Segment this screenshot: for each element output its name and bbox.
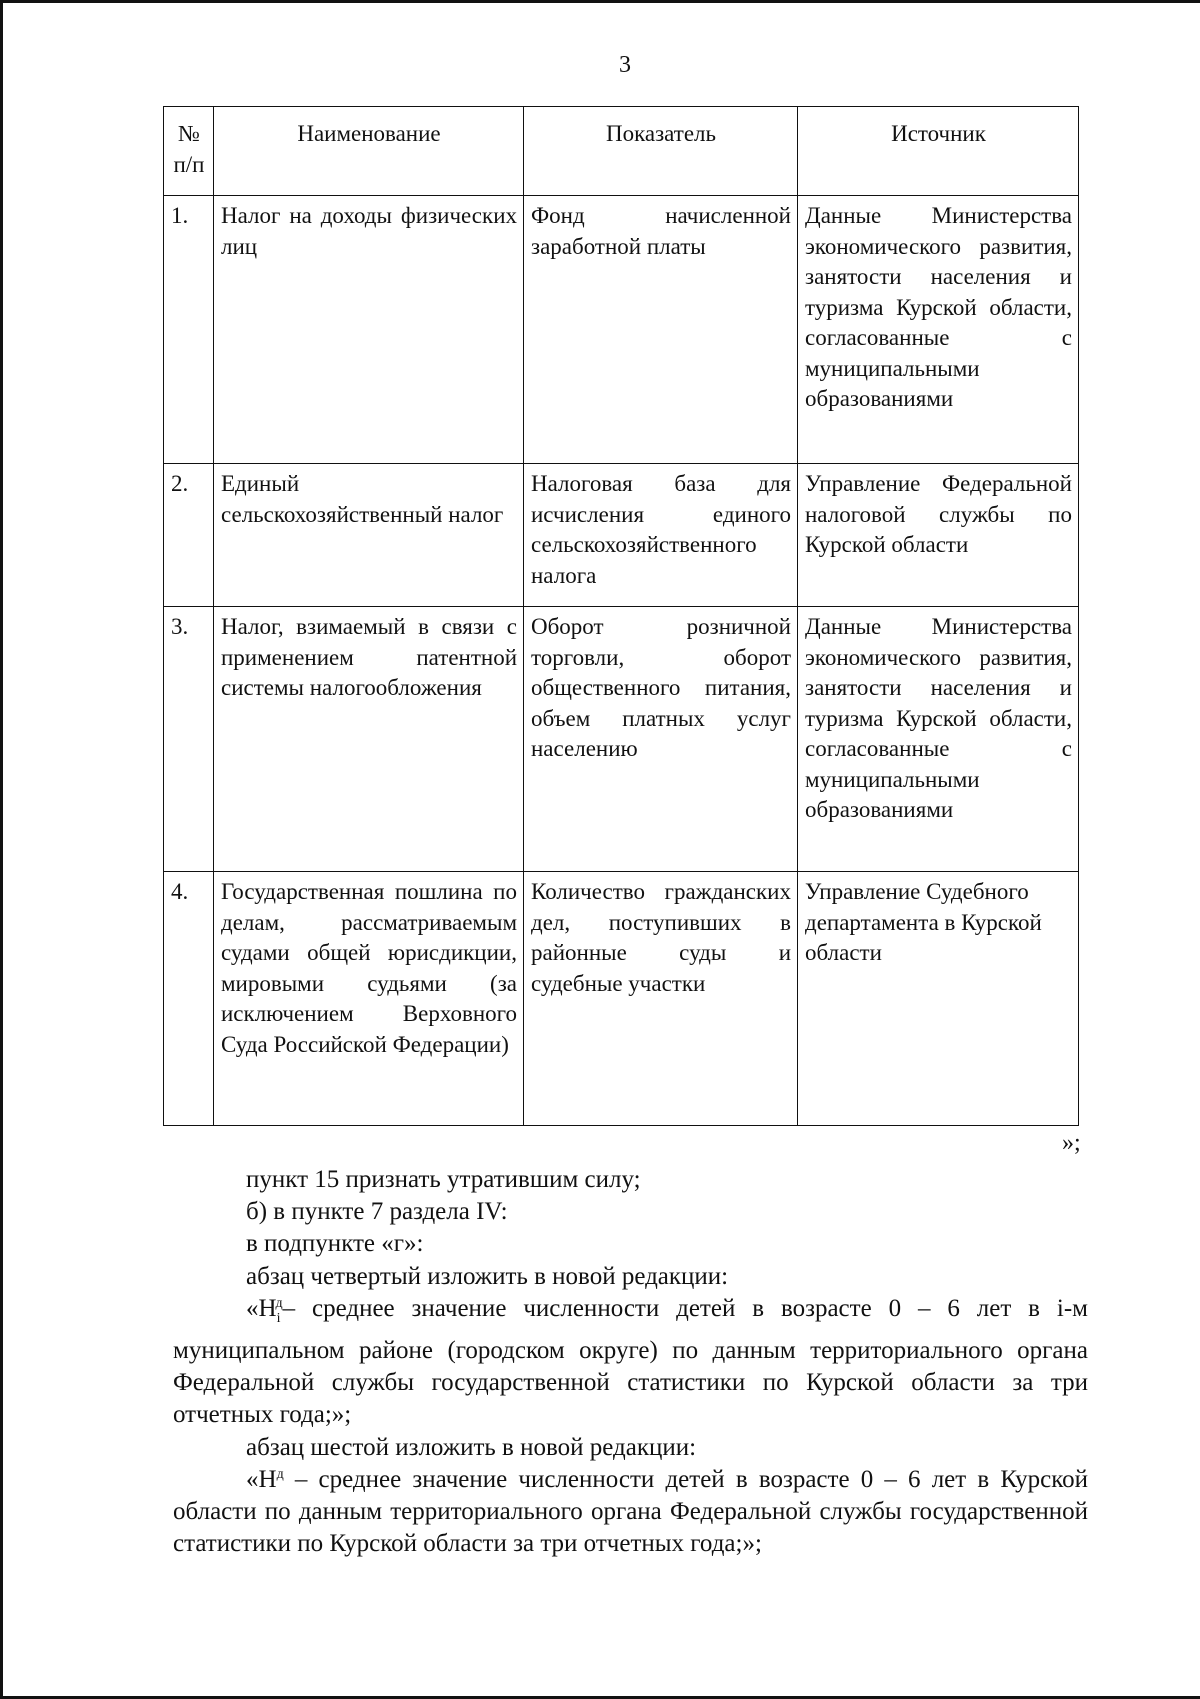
paragraph: абзац шестой изложить в новой редакции: xyxy=(246,1433,697,1461)
header-number: № п/п xyxy=(164,107,214,196)
formula-symbol: «Н xyxy=(246,1294,277,1322)
paragraph: б) в пункте 7 раздела IV: xyxy=(246,1198,508,1226)
formula-paragraph xyxy=(173,1293,1088,1432)
header-indicator: Показатель xyxy=(524,107,798,196)
page-number: 3 xyxy=(619,52,631,78)
row-source: Управление Судебного департамента в Курской области xyxy=(798,872,1079,1126)
row-number: 2. xyxy=(164,464,214,607)
row-source: Данные Министерства экономического развития, занятости населения и туризма Курской области, согласованные с муниципальными образованиями xyxy=(798,607,1079,872)
closing-quote: »; xyxy=(1062,1130,1081,1156)
amendment-text xyxy=(173,1164,1088,1560)
formula-symbol: «Н xyxy=(246,1465,277,1493)
row-name: Государственная пошлина по делам, рассматриваемым судами общей юрисдикции, мировыми судьями (за исключением Верховного Суда Российской Федерации) xyxy=(214,872,524,1126)
row-number: 3. xyxy=(164,607,214,872)
table-row xyxy=(164,607,1079,872)
row-number: 4. xyxy=(164,872,214,1126)
page-edge-left xyxy=(0,0,3,1699)
table-row xyxy=(164,464,1079,607)
page-edge-top xyxy=(0,0,1200,3)
row-indicator: Оборот розничной торговли, оборот общественного питания, объем платных услуг населению xyxy=(524,607,798,872)
row-indicator: Фонд начисленной заработной платы xyxy=(524,196,798,464)
formula-definition: – среднее значение численности детей в возрасте 0 – 6 лет в Курской области по данным территориального органа Федеральной службы государственной статистики по Курской области за три отчетных года;»; xyxy=(173,1465,1088,1558)
paragraph: в подпункте «г»: xyxy=(246,1230,424,1258)
row-indicator: Налоговая база для исчисления единого сельскохозяйственного налога xyxy=(524,464,798,607)
indicator-table xyxy=(163,106,1079,1126)
table-row xyxy=(164,196,1079,464)
row-name: Налог на доходы физических лиц xyxy=(214,196,524,464)
row-source: Данные Министерства экономического развития, занятости населения и туризма Курской области, согласованные с муниципальными образованиями xyxy=(798,196,1079,464)
formula-subscript: i xyxy=(276,1310,281,1326)
formula-superscript: д xyxy=(275,1295,283,1311)
row-source: Управление Федеральной налоговой службы по Курской области xyxy=(798,464,1079,607)
row-number: 1. xyxy=(164,196,214,464)
paragraph: абзац четвертый изложить в новой редакции: xyxy=(246,1262,729,1290)
header-source: Источник xyxy=(798,107,1079,196)
row-name: Единый сельскохозяйственный налог xyxy=(214,464,524,607)
row-indicator: Количество гражданских дел, поступивших в районные суды и судебные участки xyxy=(524,872,798,1126)
table-header-row xyxy=(164,107,1079,196)
formula-paragraph xyxy=(173,1464,1088,1561)
formula-definition: – среднее значение численности детей в возрасте 0 – 6 лет в i-м муниципальном районе (городском округе) по данным территориального органа Федеральной службы государственной статистики по Курской области за три отчетных года;»; xyxy=(173,1294,1088,1429)
table-row xyxy=(164,872,1079,1126)
header-name: Наименование xyxy=(214,107,524,196)
row-name: Налог, взимаемый в связи с применением патентной системы налогообложения xyxy=(214,607,524,872)
paragraph: пункт 15 признать утратившим силу; xyxy=(246,1166,641,1193)
formula-superscript: д xyxy=(276,1466,284,1482)
